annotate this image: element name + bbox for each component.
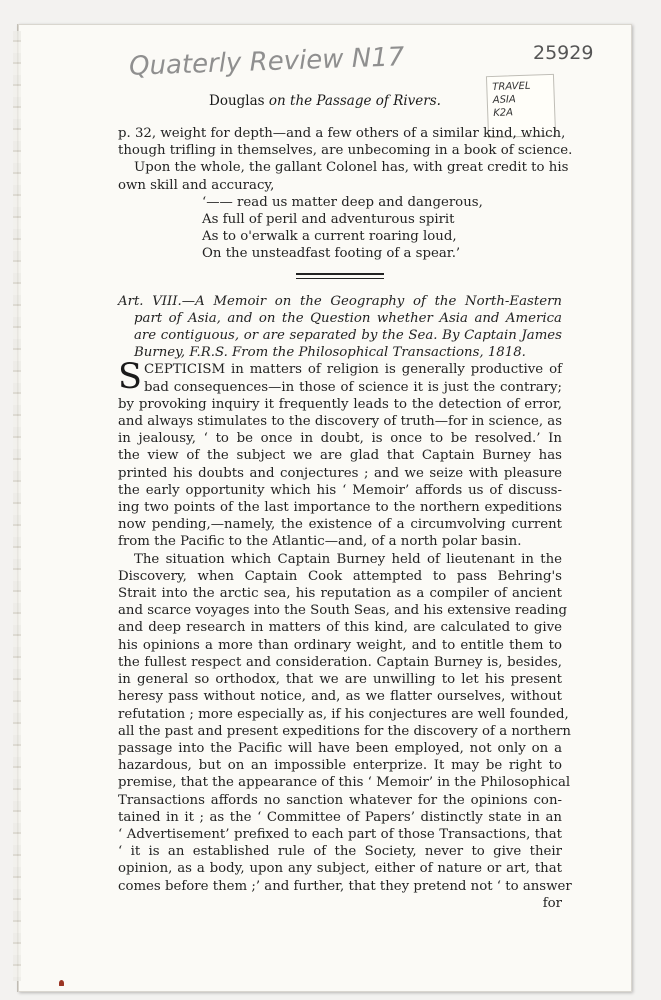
drop-cap: S [118,357,142,398]
text-line: tained in it ; as the ‘ Committee of Papers’ distinctly state in an [118,809,562,825]
running-header [19,93,631,109]
text-line: the fullest respect and consideration. Captain Burney is, besides, [118,654,562,670]
section-divider [296,273,384,279]
text-line: own skill and accuracy, [118,177,275,193]
text-line: Transactions affords no sanction whatever for the opinions con- [118,792,562,808]
text-line: and deep research in matters of this kind, are calculated to give [118,620,562,636]
heading-line: Art. VIII.—A Memoir on the Geography of the North-Eastern [118,293,562,309]
sticker-line: K2A [493,107,514,119]
text-line: heresy pass without notice, and, as we flatter ourselves, without [118,689,562,705]
article-heading [118,293,562,362]
text-line: from the Pacific to the Atlantic—and, of a north polar basin. [118,534,522,550]
text-line: Upon the whole, the gallant Colonel has, with great credit to his [134,160,569,176]
ink-spot [59,980,64,986]
verse-quotation [118,194,562,263]
verse-line: As to o'erwalk a current roaring loud, [202,229,457,245]
text-line: by provoking inquiry it frequently leads to the detection of error, [118,396,562,412]
running-author: Douglas [209,93,265,109]
text-line: in jealousy, ‘ to be once in doubt, is once to be resolved.’ In [118,431,562,447]
text-line: the early opportunity which his ‘ Memoir’ affords us of discuss- [118,482,562,498]
accession-number: 25929 [533,42,594,64]
text-line: ‘ it is an established rule of the Society, never to give their [118,844,562,860]
pencil-annotation: Quaterly Review N17 [128,42,405,82]
text-line: now pending,—namely, the existence of a circumvolving current [118,517,562,533]
text-line: and always stimulates to the discovery of truth—for in science, as [118,414,563,430]
text-line: Discovery, when Captain Cook attempted to pass Behring's [118,568,562,584]
text-line: ‘ Advertisement’ prefixed to each part of those Transactions, that [118,826,562,842]
text-line: bad consequences—in those of science it is just the contrary; [143,379,562,395]
text-line: all the past and present expeditions for the discovery of a northern [118,723,571,739]
text-line: printed his doubts and conjectures ; and we seize with pleasure [118,465,562,481]
paragraph [118,357,563,550]
text-line: premise, that the appearance of this ‘ Memoir’ in the Philosophical [118,775,571,791]
text-line: The situation which Captain Burney held of lieutenant in the [134,551,562,567]
text-line: opinion, as a body, upon any subject, either of nature or art, that [118,861,562,877]
body-text [118,125,573,912]
heading-line: are contiguous, or are separated by the Sea. By Captain James [134,328,562,344]
verse-line: ‘—— read us matter deep and dangerous, [202,194,483,210]
sticker-line: TRAVEL [492,80,531,93]
verse-line: On the unsteadfast footing of a spear.’ [202,246,461,262]
running-title: on the Passage of Rivers. [268,93,441,109]
sticker-line: ASIA [492,94,516,106]
text-line: CEPTICISM in matters of religion is generally productive of [143,362,562,378]
text-line: and scarce voyages into the South Seas, and his extensive reading [118,603,568,619]
text-line: though trifling in themselves, are unbecoming in a book of science. [118,143,573,159]
document-page [18,24,632,992]
catchword: for [542,895,562,911]
text-line: hazardous, but on an impossible enterprize. It may be right to [118,758,562,774]
text-line: Strait into the arctic sea, his reputation as a compiler of ancient [118,586,562,602]
verse-line: As full of peril and adventurous spirit [202,212,455,228]
text-line: passage into the Pacific will have been employed, not only on a [118,740,562,756]
text-line: ing two points of the last importance to the northern expeditions [118,500,562,516]
paragraph [118,551,572,912]
heading-line: Burney, F.R.S. From the Philosophical Transactions, 1818. [134,345,526,361]
text-line: refutation ; more especially as, if his conjectures are well founded, [118,706,569,722]
text-line: in general so orthodox, that we are unwilling to let his present [118,672,562,688]
text-line: his opinions a more than ordinary weight, and to entitle them to [118,637,562,653]
text-line: the view of the subject we are glad that Captain Burney has [118,448,562,464]
text-line: p. 32, weight for depth—and a few others of a similar kind, which, [118,126,566,141]
text-line: comes before them ;’ and further, that they pretend not ‘ to answer [118,878,572,894]
heading-line: part of Asia, and on the Question whether Asia and America [134,310,562,326]
